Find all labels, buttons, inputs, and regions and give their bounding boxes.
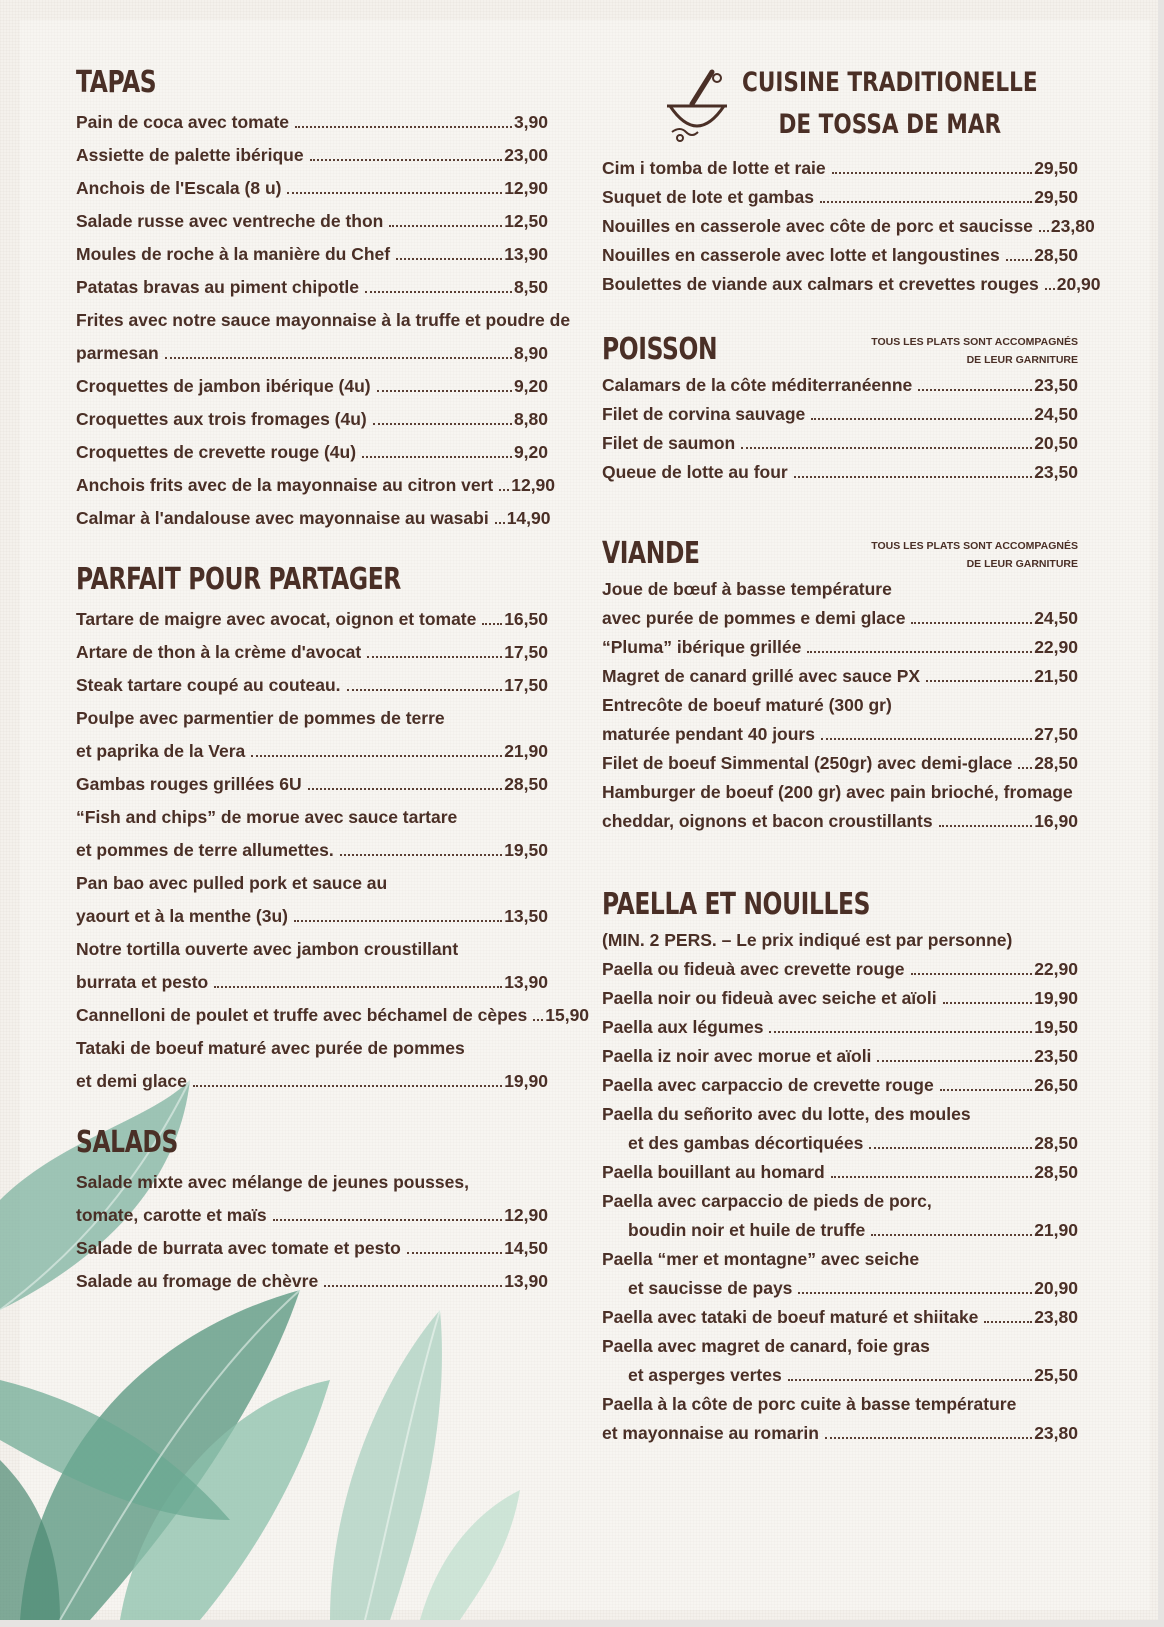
menu-item-price: 20,50: [1034, 433, 1078, 453]
menu-item-price: 14,90: [506, 508, 551, 528]
menu-item-price: 19,50: [504, 840, 548, 860]
menu-item-price: 25,50: [1034, 1365, 1078, 1385]
dot-leader: [811, 418, 1032, 420]
traditionelle-title-line1: CUISINE TRADITIONELLE: [742, 67, 1038, 98]
menu-item-description: Paella avec magret de canard, foie gras: [602, 1336, 930, 1356]
viande-note-line2: DE LEUR GARNITURE: [966, 558, 1078, 570]
dot-leader: [362, 456, 512, 458]
traditionelle-title-line2: DE TOSSA DE MAR: [778, 109, 1002, 140]
menu-item-price: 28,50: [1034, 753, 1078, 773]
dot-leader: [769, 1031, 1032, 1033]
menu-item: [602, 1069, 1078, 1098]
menu-item-price: 13,90: [504, 244, 548, 264]
menu-item: [602, 982, 1078, 1011]
menu-item: [602, 210, 1095, 239]
menu-item-price: 12,90: [504, 1205, 548, 1225]
dot-leader: [310, 159, 503, 161]
left-column: [76, 64, 590, 1294]
menu-item-name: Magret de canard grillé avec sauce PX: [602, 666, 921, 686]
poisson-items: [602, 369, 1078, 485]
menu-item: [602, 1214, 1078, 1243]
menu-item-price: 24,50: [1034, 404, 1078, 424]
menu-item: [602, 660, 1078, 689]
menu-item-name: Moules de roche à la manière du Chef: [76, 244, 391, 264]
menu-item-price: 17,50: [504, 642, 548, 662]
menu-item: [76, 432, 548, 465]
menu-item: [76, 599, 548, 632]
menu-item-description: Paella du señorito avec du lotte, des moules: [602, 1104, 971, 1124]
dot-leader: [831, 1176, 1033, 1178]
menu-item-description: Joue de bœuf à basse température: [602, 579, 892, 599]
menu-item: [76, 201, 548, 234]
dot-leader: [1039, 230, 1049, 232]
tapas-title: TAPAS: [76, 65, 157, 100]
menu-item: [76, 102, 548, 135]
dot-leader: [984, 1321, 1032, 1323]
traditionelle-items: [602, 152, 1101, 297]
menu-item: [602, 398, 1078, 427]
menu-item-price: 12,50: [504, 211, 548, 231]
menu-item-price: 12,90: [511, 475, 556, 495]
dot-leader: [741, 447, 1032, 449]
menu-item: [76, 632, 548, 665]
menu-item-name: tomate, carotte et maïs: [76, 1205, 267, 1225]
menu-item-price: 19,50: [1034, 1017, 1078, 1037]
dot-leader: [308, 788, 503, 790]
menu-item: [76, 995, 590, 1028]
menu-item-name: Steak tartare coupé au couteau.: [76, 675, 341, 695]
dot-leader: [871, 1234, 1032, 1236]
menu-item-description: Poulpe avec parmentier de pommes de terre: [76, 708, 445, 728]
menu-item-name: Filet de saumon: [602, 433, 736, 453]
dot-leader: [373, 423, 512, 425]
menu-item: [602, 602, 1078, 631]
menu-item: [76, 962, 548, 995]
menu-item-price: 13,50: [504, 906, 548, 926]
menu-item-name: Artare de thon à la crème d'avocat: [76, 642, 362, 662]
menu-item: [602, 631, 1078, 660]
dot-leader: [926, 680, 1032, 682]
menu-item: [76, 267, 548, 300]
menu-item: [76, 333, 548, 366]
menu-item-price: 17,50: [504, 675, 548, 695]
dot-leader: [193, 1085, 502, 1087]
menu-item: [602, 747, 1078, 776]
menu-item-name: burrata et pesto: [76, 972, 209, 992]
menu-item-description: (MIN. 2 PERS. – Le prix indiqué est par personne): [602, 930, 1013, 950]
menu-item-name: cheddar, oignons et bacon croustillants: [602, 811, 933, 831]
menu-item-name: Nouilles en casserole avec lotte et langoustines: [602, 245, 1000, 265]
menu-item-name: Paella ou fideuà avec crevette rouge: [602, 959, 905, 979]
salads-section: [76, 1124, 548, 1294]
dot-leader: [295, 126, 512, 128]
menu-item-name: Paella avec tataki de boeuf maturé et shiitake: [602, 1307, 979, 1327]
poisson-section: [602, 331, 1078, 485]
menu-item-price: 19,90: [504, 1071, 548, 1091]
salads-items: [76, 1162, 548, 1294]
menu-item-price: 8,80: [513, 409, 548, 429]
dot-leader: [165, 357, 512, 359]
menu-item: [602, 1417, 1078, 1446]
menu-item: [76, 1061, 548, 1094]
dot-leader: [324, 1285, 502, 1287]
dot-leader: [798, 1292, 1032, 1294]
menu-item-name: et mayonnaise au romarin: [602, 1423, 819, 1443]
menu-item-name: Salade russe avec ventreche de thon: [76, 211, 384, 231]
dot-leader: [389, 225, 502, 227]
paella-title: PAELLA ET NOUILLES: [602, 887, 871, 922]
poisson-title: POISSON: [602, 332, 718, 367]
menu-item-description: Tataki de boeuf maturé avec purée de pommes: [76, 1038, 465, 1058]
dot-leader: [877, 1060, 1032, 1062]
menu-item: [76, 465, 556, 498]
menu-item-name: Patatas bravas au piment chipotle: [76, 277, 360, 297]
menu-item: [76, 764, 548, 797]
dot-leader: [832, 172, 1033, 174]
viande-note-line1: TOUS LES PLATS SONT ACCOMPAGNÉS: [871, 540, 1078, 552]
menu-item-price: 8,90: [513, 343, 548, 363]
menu-item-name: Anchois frits avec de la mayonnaise au citron vert: [76, 475, 494, 495]
menu-item-name: Paella noir ou fideuà avec seiche et aïoli: [602, 988, 937, 1008]
dot-leader: [273, 1219, 503, 1221]
menu-item-price: 23,50: [1034, 1046, 1078, 1066]
menu-item: [76, 498, 551, 531]
menu-item: [76, 168, 548, 201]
menu-item-price: 9,20: [513, 376, 548, 396]
menu-item-price: 23,80: [1050, 216, 1095, 236]
menu-item: [602, 239, 1078, 268]
dot-leader: [367, 656, 502, 658]
menu-item-name: maturée pendant 40 jours: [602, 724, 815, 744]
partager-items: [76, 599, 590, 1094]
menu-item: [602, 718, 1078, 747]
menu-item-price: 13,90: [504, 972, 548, 992]
poisson-note-line1: TOUS LES PLATS SONT ACCOMPAGNÉS: [871, 336, 1078, 348]
traditionelle-header: [602, 62, 1078, 152]
menu-item: [76, 234, 548, 267]
viande-section: [602, 535, 1078, 834]
menu-item-name: Croquettes de jambon ibérique (4u): [76, 376, 371, 396]
menu-item-name: “Pluma” ibérique grillée: [602, 637, 802, 657]
menu-item-price: 24,50: [1034, 608, 1078, 628]
menu-item-price: 9,20: [513, 442, 548, 462]
menu-item-name: avec purée de pommes e demi glace: [602, 608, 906, 628]
menu-item: [602, 1359, 1078, 1388]
menu-item-price: 29,50: [1034, 187, 1078, 207]
dot-leader: [1045, 288, 1055, 290]
dot-leader: [940, 1089, 1032, 1091]
menu-item-price: 28,50: [1034, 1162, 1078, 1182]
menu-item-name: Paella avec carpaccio de crevette rouge: [602, 1075, 934, 1095]
paella-items: [602, 924, 1078, 1446]
menu-item-description: Pan bao avec pulled pork et sauce au: [76, 873, 388, 893]
menu-item-price: 16,90: [1034, 811, 1078, 831]
dot-leader: [939, 825, 1033, 827]
menu-item-name: Croquettes de crevette rouge (4u): [76, 442, 357, 462]
dot-leader: [214, 986, 502, 988]
dot-leader: [943, 1002, 1033, 1004]
menu-item: [76, 830, 548, 863]
dot-leader: [287, 192, 502, 194]
menu-item: [602, 152, 1078, 181]
menu-item-name: et des gambas décortiquées: [628, 1133, 864, 1153]
menu-item-price: 26,50: [1034, 1075, 1078, 1095]
menu-item: [602, 1040, 1078, 1069]
menu-item: [602, 1301, 1078, 1330]
menu-item: [76, 731, 548, 764]
menu-item-name: et demi glace: [76, 1071, 187, 1091]
menu-item-description: Salade mixte avec mélange de jeunes pousses,: [76, 1172, 469, 1192]
menu-item-description: Hamburger de boeuf (200 gr) avec pain brioché, fromage: [602, 782, 1073, 802]
menu-item-price: 8,50: [513, 277, 548, 297]
menu-item-name: Boulettes de viande aux calmars et crevettes rouges: [602, 274, 1039, 294]
menu-item-name: yaourt et à la menthe (3u): [76, 906, 288, 926]
menu-item-price: 20,90: [1034, 1278, 1078, 1298]
right-column: [602, 62, 1101, 1446]
menu-item-price: 23,80: [1034, 1307, 1078, 1327]
menu-item-price: 21,90: [1034, 1220, 1078, 1240]
menu-item: [76, 1228, 548, 1261]
menu-item-description: Notre tortilla ouverte avec jambon croustillant: [76, 939, 459, 959]
menu-item-price: 27,50: [1034, 724, 1078, 744]
menu-item-name: Nouilles en casserole avec côte de porc et saucisse: [602, 216, 1033, 236]
dot-leader: [396, 258, 502, 260]
menu-item-price: 28,50: [1034, 1133, 1078, 1153]
menu-item: [602, 181, 1078, 210]
menu-item-name: Paella aux légumes: [602, 1017, 764, 1037]
menu-item-description: Frites avec notre sauce mayonnaise à la truffe et poudre de: [76, 310, 571, 330]
menu-item-name: boudin noir et huile de truffe: [628, 1220, 866, 1240]
dot-leader: [1006, 259, 1032, 261]
dot-leader: [499, 489, 509, 491]
menu-item-name: Filet de boeuf Simmental (250gr) avec demi-glace: [602, 753, 1013, 773]
menu-item: [76, 135, 548, 168]
menu-item-name: Suquet de lote et gambas: [602, 187, 814, 207]
menu-item-price: 23,50: [1034, 462, 1078, 482]
menu-item-price: 23,50: [1034, 375, 1078, 395]
salads-title: SALADS: [76, 1125, 178, 1160]
menu-item-price: 19,90: [1034, 988, 1078, 1008]
dot-leader: [911, 973, 1033, 975]
menu-item-name: et paprika de la Vera: [76, 741, 246, 761]
menu-item-name: Calamars de la côte méditerranéenne: [602, 375, 913, 395]
menu-item-name: et pommes de terre allumettes.: [76, 840, 334, 860]
menu-item-price: 12,90: [504, 178, 548, 198]
menu-item-price: 3,90: [513, 112, 548, 132]
menu-item-price: 21,90: [504, 741, 548, 761]
mortar-pestle-icon: [662, 66, 732, 146]
menu-item-price: 23,80: [1034, 1423, 1078, 1443]
menu-item: [76, 1261, 548, 1294]
menu-item: [602, 427, 1078, 456]
traditionelle-section: [602, 62, 1101, 297]
menu-item-name: Croquettes aux trois fromages (4u): [76, 409, 367, 429]
menu-item: [602, 953, 1078, 982]
menu-item: [76, 399, 548, 432]
menu-item-name: Pain de coca avec tomate: [76, 112, 290, 132]
menu-item-name: Paella bouillant au homard: [602, 1162, 825, 1182]
dot-leader: [365, 291, 512, 293]
viande-items: [602, 573, 1078, 834]
dot-leader: [918, 389, 1032, 391]
dot-leader: [495, 522, 505, 524]
menu-item: [602, 369, 1078, 398]
menu-item-name: Tartare de maigre avec avocat, oignon et tomate: [76, 609, 477, 629]
dot-leader: [294, 920, 502, 922]
menu-item: [602, 268, 1101, 297]
menu-item-name: parmesan: [76, 343, 159, 363]
dot-leader: [1018, 767, 1032, 769]
dot-leader: [911, 622, 1032, 624]
dot-leader: [251, 755, 502, 757]
dot-leader: [340, 854, 502, 856]
menu-item-description: Paella “mer et montagne” avec seiche: [602, 1249, 920, 1269]
menu-item-description: “Fish and chips” de morue avec sauce tartare: [76, 807, 458, 827]
partager-title: PARFAIT POUR PARTAGER: [76, 562, 401, 597]
menu-item-price: 15,90: [545, 1005, 590, 1025]
dot-leader: [788, 1379, 1032, 1381]
traditionelle-title: [742, 62, 1038, 146]
menu-item-name: Paella iz noir avec morue et aïoli: [602, 1046, 872, 1066]
menu-item-price: 29,50: [1034, 158, 1078, 178]
dot-leader: [377, 390, 512, 392]
dot-leader: [821, 738, 1032, 740]
menu-item-description: Paella avec carpaccio de pieds de porc,: [602, 1191, 932, 1211]
menu-item-name: Cim i tomba de lotte et raie: [602, 158, 826, 178]
menu-item-price: 20,90: [1056, 274, 1101, 294]
menu-item-price: 22,90: [1034, 959, 1078, 979]
dot-leader: [533, 1019, 543, 1021]
tapas-section: [76, 64, 571, 531]
menu-item: [602, 1127, 1078, 1156]
menu-item-price: 23,00: [504, 145, 548, 165]
menu-item: [76, 896, 548, 929]
dot-leader: [794, 476, 1032, 478]
menu-item-name: Assiette de palette ibérique: [76, 145, 304, 165]
menu-item-price: 22,90: [1034, 637, 1078, 657]
dot-leader: [869, 1147, 1032, 1149]
menu-item-description: Entrecôte de boeuf maturé (300 gr): [602, 695, 892, 715]
menu-item: [602, 1272, 1078, 1301]
menu-item-name: Gambas rouges grillées 6U: [76, 774, 302, 794]
menu-item-name: Salade au fromage de chèvre: [76, 1271, 319, 1291]
menu-item-name: et asperges vertes: [628, 1365, 782, 1385]
menu-item: [602, 805, 1078, 834]
menu-item: [76, 1195, 548, 1228]
menu-item-name: Filet de corvina sauvage: [602, 404, 806, 424]
menu-item-name: Salade de burrata avec tomate et pesto: [76, 1238, 401, 1258]
tapas-items: [76, 102, 571, 531]
menu-item-name: Calmar à l'andalouse avec mayonnaise au wasabi: [76, 508, 489, 528]
menu-item-price: 14,50: [504, 1238, 548, 1258]
menu-item: [76, 366, 548, 399]
viande-title: VIANDE: [602, 536, 700, 571]
menu-item-price: 16,50: [504, 609, 548, 629]
menu-item-price: 28,50: [504, 774, 548, 794]
menu-item-price: 21,50: [1034, 666, 1078, 686]
menu-item-price: 13,90: [504, 1271, 548, 1291]
partager-section: [76, 561, 590, 1094]
menu-item-name: Anchois de l'Escala (8 u): [76, 178, 282, 198]
dot-leader: [807, 651, 1032, 653]
menu-item: [76, 665, 548, 698]
menu-item: [602, 1156, 1078, 1185]
poisson-note-line2: DE LEUR GARNITURE: [966, 354, 1078, 366]
menu-item: [602, 456, 1078, 485]
dot-leader: [820, 201, 1032, 203]
menu-item-name: Cannelloni de poulet et truffe avec béchamel de cèpes: [76, 1005, 528, 1025]
paella-section: [602, 886, 1078, 1446]
dot-leader: [347, 689, 503, 691]
menu-item-name: Queue de lotte au four: [602, 462, 788, 482]
menu-item-price: 28,50: [1034, 245, 1078, 265]
dot-leader: [482, 623, 502, 625]
menu-item-description: Paella à la côte de porc cuite à basse température: [602, 1394, 1017, 1414]
dot-leader: [407, 1252, 502, 1254]
menu-item-name: et saucisse de pays: [628, 1278, 793, 1298]
dot-leader: [825, 1437, 1032, 1439]
menu-item: [602, 1011, 1078, 1040]
